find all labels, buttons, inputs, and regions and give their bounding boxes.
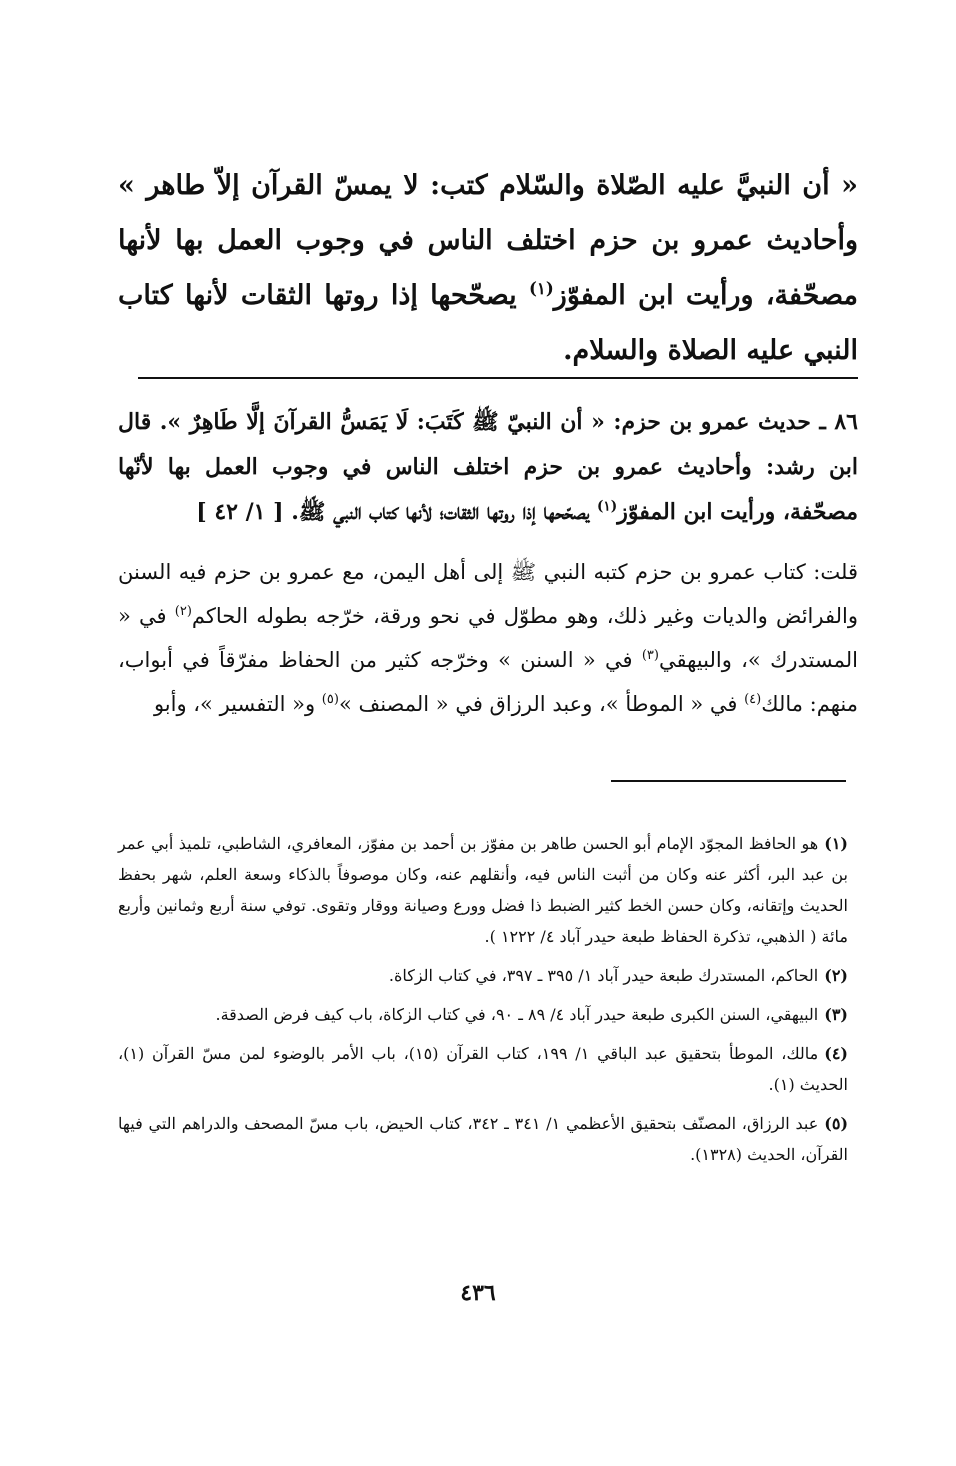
commentary-part-5: و« التفسير »، وأبو bbox=[153, 692, 316, 716]
footnote-ref-4: (٤) bbox=[744, 692, 762, 707]
footnote bbox=[118, 960, 848, 991]
footnote-number: (١) bbox=[824, 834, 848, 853]
footnote-number: (٢) bbox=[824, 966, 848, 985]
page-number: ٤٣٦ bbox=[460, 1280, 496, 1306]
footnote-ref-2: (٢) bbox=[174, 604, 192, 619]
section-divider bbox=[138, 377, 858, 379]
footnote-ref-5: (٥) bbox=[321, 692, 339, 707]
quote-text-after: يصحّحها إذا روتها الثقات لأنها كتاب النبي عليه الصلاة والسلام. bbox=[118, 280, 858, 366]
commentary-part-4: في « الموطأ »، وعبد الرزاق في « المصنف » bbox=[338, 692, 738, 716]
footnotes-divider bbox=[611, 780, 846, 782]
footnote-ref-3: (٣) bbox=[641, 648, 659, 663]
entry-lead: ٨٦ ـ حديث عمرو بن حزم: « أن النبيّ ﷺ كَتَبَ: لَا يَمَسُّ القرآنَ إلَّا طَاهِرٌ ». قال ابن رشد: وأحاديث عمرو بن حزم اختلف الناس في وجوب العمل بها لأنّها مصحّفة، ورأيت ابن المفوّز bbox=[118, 409, 858, 525]
footnote-ref-1: (١) bbox=[528, 278, 554, 298]
commentary-part-3: في « السنن » وخرّجه كثير من الحفاظ مفرّقاً في أبواب، منهم: مالك bbox=[118, 648, 858, 716]
entry-footnote-ref: (١) bbox=[596, 498, 618, 515]
footnote-text: مالك، الموطأ بتحقيق عبد الباقي ١/ ١٩٩، كتاب القرآن (١٥)، باب الأمر بالوضوء لمن مسّ القرآن (١)، الحديث (١). bbox=[118, 1044, 848, 1094]
footnote bbox=[118, 999, 848, 1030]
commentary-part-1: قلت: كتاب عمرو بن حزم كتبه النبي ﷺ إلى أهل اليمن، مع عمرو بن حزم فيه السنن والفرائض والديات وغير ذلك، وهو مطوّل في نحو ورقة، خرّجه بطوله الحاكم bbox=[118, 560, 858, 628]
footnote-text: الحاكم، المستدرك طبعة حيدر آباد ١/ ٣٩٥ ـ ٣٩٧، في كتاب الزكاة. bbox=[388, 966, 819, 985]
footnote bbox=[118, 1108, 848, 1170]
footnote-text: عبد الرزاق، المصنّف بتحقيق الأعظمي ١/ ٣٤١ ـ ٣٤٢، كتاب الحيض، باب مسّ المصحف والدراهم التي فيها القرآن، الحديث (١٣٢٨). bbox=[118, 1114, 848, 1164]
quote-text: « أن النبيَّ عليه الصّلاة والسّلام كتب: لا يمسّ القرآن إلاّ طاهر » وأحاديث عمرو بن حزم اختلف الناس في وجوب العمل بها لأنها مصحّفة، ورأيت ابن المفوّز bbox=[118, 170, 858, 311]
footnote bbox=[118, 1038, 848, 1100]
footnote-number: (٥) bbox=[824, 1114, 849, 1133]
quoted-text-block bbox=[118, 158, 858, 378]
commentary-paragraph bbox=[118, 550, 858, 726]
footnotes bbox=[118, 828, 848, 1178]
entry-tail: يصحّحها إذا روتها الثقات؛ لأنها كتاب النبي ﷺ. [ ١/ ٤٢ ] bbox=[196, 499, 590, 525]
footnote-text: البيهقي، السنن الكبرى طبعة حيدر آباد ٤/ ٨٩ ـ ٩٠، في كتاب الزكاة، باب كيف فرض الصدقة. bbox=[215, 1005, 819, 1024]
footnote-text: هو الحافظ المجوّد الإمام أبو الحسن طاهر بن مفوّز بن أحمد بن مفوّز، المعافري، الشاطبي، تلميذ أبي عمر بن عبد البر، أكثر عنه وكان من أثبت الناس فيه، وأنقلهم عنه، وكان موصوفاً بالذكاء وسعة العلم، شهر بحفظ الحديث وإتقانه، وكان حسن الخط كثير الضبط ذا فضل وورع وصيانة ووقار وتقوى. توفي سنة أربع وثمانين وأربع مائة ( الذهبي، تذكرة الحفاظ طبعة حيدر آباد ٤/ ١٢٢٢ ). bbox=[118, 834, 849, 946]
footnote-number: (٣) bbox=[824, 1005, 848, 1024]
footnote bbox=[118, 828, 848, 952]
commentary-part-2: في « المستدرك »، والبيهقي bbox=[118, 604, 858, 672]
footnote-number: (٤) bbox=[824, 1044, 848, 1063]
hadith-entry bbox=[118, 400, 858, 535]
